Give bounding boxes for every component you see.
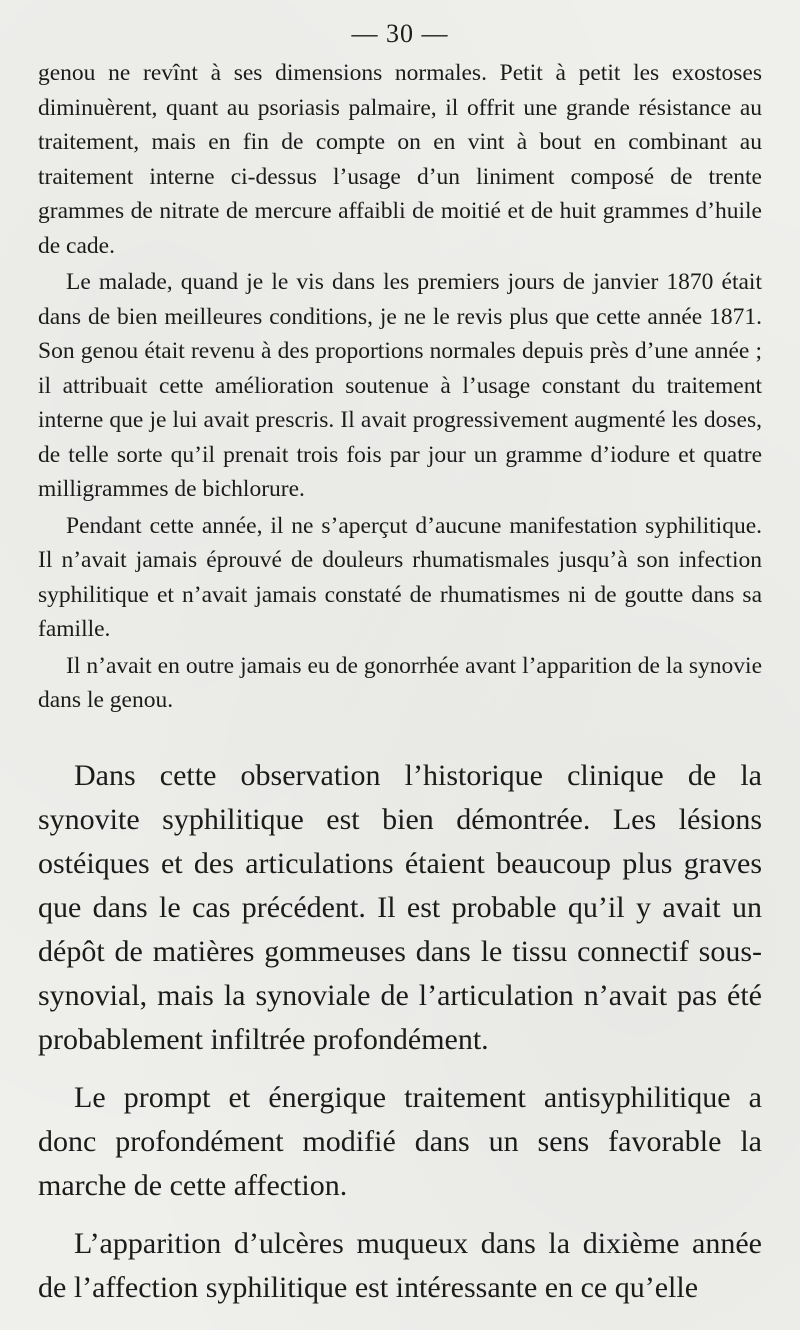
page-number: — 30 — [351,19,449,48]
commentary-text [38,754,762,1310]
paragraph-observation-analysis: Dans cette observation l’historique clinique de la synovite syphilitique est bien démontrée. Les lésions ostéiques et des articulations étaient beaucoup plus graves que dans le cas précédent. Il est probable qu’il y avait un dépôt de matières gommeuses dans le tissu connectif sous-synovial, mais la synoviale de l’articulation n’avait pas été probablement infiltrée profondément. [38,758,762,1056]
paragraph-treatment-effect: Le prompt et énergique traitement antisyphilitique a donc profondément modifié dans un sens favorable la marche de cette affection. [38,1080,762,1202]
paragraph-mucous-ulcers: L’apparition d’ulcères muqueux dans la dixième année de l’affection syphilitique est intéressante en ce qu’elle [38,1226,762,1304]
paragraph-no-gonorrhea: Il n’avait en outre jamais eu de gonorrhée avant l’apparition de la synovie dans le genou. [38,652,762,713]
paragraph-patient-followup: Le malade, quand je le vis dans les premiers jours de janvier 1870 était dans de bien meilleures conditions, je ne le revis plus que cette année 1871. Son genou était revenu à des proportions normales depuis près d’une année ; il attribuait cette amélioration soutenue à l’usage constant du traitement interne que je lui avait prescris. Il avait progressivement augmenté les doses, de telle sorte qu’il prenait trois fois par jour un gramme d’iodure et quatre milligrammes de bichlorure. [38,269,762,502]
paragraph-no-manifestation: Pendant cette année, il ne s’aperçut d’aucune manifestation syphilitique. Il n’avait jamais éprouvé de douleurs rhumatismales jusqu’à son infection syphilitique et n’avait jamais constaté de rhumatismes ni de goutte dans sa famille. [38,512,762,642]
paragraph-continuation: genou ne revînt à ses dimensions normales. Petit à petit les exostoses diminuèrent, quant au psoriasis palmaire, il offrit une grande résistance au traitement, mais en fin de compte on en vint à bout en combinant au traitement interne ci-dessus l’usage d’un liniment composé de trente grammes de nitrate de mercure affaibli de moitié et de huit grammes d’huile de cade. [38,60,762,259]
case-report-text [38,56,762,718]
